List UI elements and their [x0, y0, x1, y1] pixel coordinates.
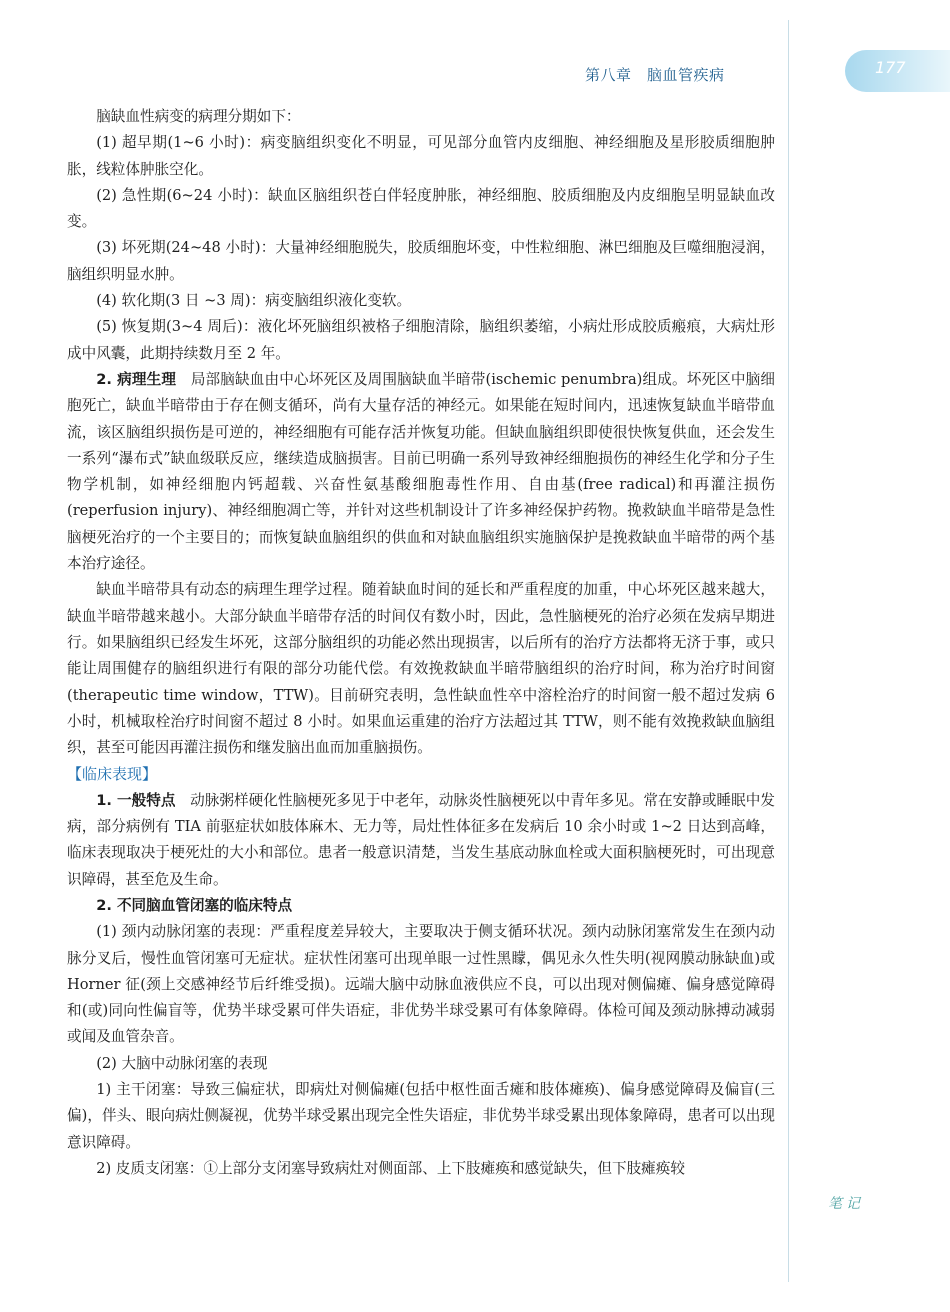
mca-cortical-branch-occlusion: 2) 皮质支闭塞：①上部分支闭塞导致病灶对侧面部、上下肢瘫痪和感觉缺失，但下肢瘫痪较	[96, 1159, 685, 1177]
margin-note-label: 笔记	[828, 1196, 864, 1212]
stage-2: (2) 急性期(6~24 小时)：缺血区脑组织苍白伴轻度肿胀，神经细胞、胶质细胞及内皮细胞呈明显缺血改变。	[67, 186, 775, 231]
stage-3: (3) 坏死期(24~48 小时)：大量神经细胞脱失，胶质细胞坏变，中性粒细胞、淋巴细胞及巨噬细胞浸润，脑组织明显水肿。	[67, 239, 775, 283]
pathophysiology-title: 2. 病理生理	[96, 370, 177, 388]
pathophysiology-text-1: 局部脑缺血由中心坏死区及周围脑缺血半暗带(ischemic penumbra)组成。坏死区中脑细胞死亡，缺血半暗带由于存在侧支循环，尚有大量存活的神经元。如果能在短时间内，迅速恢复缺血半暗带血流，该区脑组织损伤是可逆的，神经细胞有可能存活并恢复功能。但缺血脑组织即使很快恢复供血，还会发生一系列“瀑布式”缺血级联反应，继续造成脑损害。目前已明确一系列导致神经细胞损伤的神经生化学和分子生物学机制，如神经细胞内钙超载、兴奋性氨基酸细胞毒性作用、自由基(free radical)和再灌注损伤(reperfusion injury)、神经细胞凋亡等，并针对这些机制设计了许多神经保护药物。挽救缺血半暗带是急性脑梗死治疗的一个主要目的；而恢复缺血脑组织的供血和对缺血脑组织实施脑保护是挽救缺血半暗带的两个基本治疗途径。	[67, 370, 775, 573]
occlusion-features-title: 2. 不同脑血管闭塞的临床特点	[96, 896, 293, 914]
page-number: 177	[875, 58, 906, 77]
margin-divider	[788, 20, 789, 1282]
stage-4: (4) 软化期(3 日 ~3 周)：病变脑组织液化变软。	[96, 292, 412, 310]
page-number-tab	[845, 50, 950, 92]
general-features-text: 动脉粥样硬化性脑梗死多见于中老年，动脉炎性脑梗死以中青年多见。常在安静或睡眠中发病，部分病例有 TIA 前驱症状如肢体麻木、无力等，局灶性体征多在发病后 10 余小时或 1~2 日达到高峰，临床表现取决于梗死灶的大小和部位。患者一般意识清楚，当发生基底动脉血栓或大面积脑梗死时，可出现意识障碍，甚至危及生命。	[67, 791, 775, 888]
ica-occlusion-paragraph: (1) 颈内动脉闭塞的表现：严重程度差异较大，主要取决于侧支循环状况。颈内动脉闭塞常发生在颈内动脉分叉后，慢性血管闭塞可无症状。症状性闭塞可出现单眼一过性黑矇，偶见永久性失明(视网膜动脉缺血)或 Horner 征(颈上交感神经节后纤维受损)。远端大脑中动脉血液供应不良，可以出现对侧偏瘫、偏身感觉障碍和(或)同向性偏盲等，优势半球受累可伴失语症，非优势半球受累可有体象障碍。体检可闻及颈动脉搏动减弱或闻及血管杂音。	[67, 923, 775, 1046]
general-features-title: 1. 一般特点	[96, 791, 176, 809]
chapter-title: 第八章 脑血管疾病	[585, 66, 725, 84]
stage-1: (1) 超早期(1~6 小时)：病变脑组织变化不明显，可见部分血管内皮细胞、神经细胞及星形胶质细胞肿胀，线粒体肿胀空化。	[67, 134, 775, 178]
mca-occlusion-heading: (2) 大脑中动脉闭塞的表现	[96, 1054, 268, 1072]
pathophysiology-paragraph-1	[67, 367, 775, 577]
pathophysiology-paragraph-2: 缺血半暗带具有动态的病理生理学过程。随着缺血时间的延长和严重程度的加重，中心坏死区越来越大，缺血半暗带越来越小。大部分缺血半暗带存活的时间仅有数小时，因此，急性脑梗死的治疗必须在发病早期进行。如果脑组织已经发生坏死，这部分脑组织的功能必然出现损害，以后所有的治疗方法都将无济于事，或只能让周围健存的脑组织进行有限的部分功能代偿。有效挽救缺血半暗带脑组织的治疗时间，称为治疗时间窗(therapeutic time window，TTW)。目前研究表明，急性缺血性卒中溶栓治疗的时间窗一般不超过发病 6 小时，机械取栓治疗时间窗不超过 8 小时。如果血运重建的治疗方法超过其 TTW，则不能有效挽救缺血脑组织，甚至可能因再灌注损伤和继发脑出血而加重脑损伤。	[67, 581, 775, 757]
mca-trunk-occlusion: 1) 主干闭塞：导致三偏症状，即病灶对侧偏瘫(包括中枢性面舌瘫和肢体瘫痪)、偏身感觉障碍及偏盲(三偏)，伴头、眼向病灶侧凝视，优势半球受累出现完全性失语症，非优势半球受累出现体象障碍，患者可以出现意识障碍。	[67, 1080, 775, 1151]
clinical-manifestations-heading: 【临床表现】	[67, 765, 158, 784]
page-body	[67, 104, 775, 1182]
stage-5: (5) 恢复期(3~4 周后)：液化坏死脑组织被格子细胞清除，脑组织萎缩，小病灶形成胶质瘢痕，大病灶形成中风囊，此期持续数月至 2 年。	[67, 318, 775, 362]
stage-intro: 脑缺血性病变的病理分期如下：	[96, 108, 301, 125]
general-features-paragraph	[67, 788, 775, 893]
